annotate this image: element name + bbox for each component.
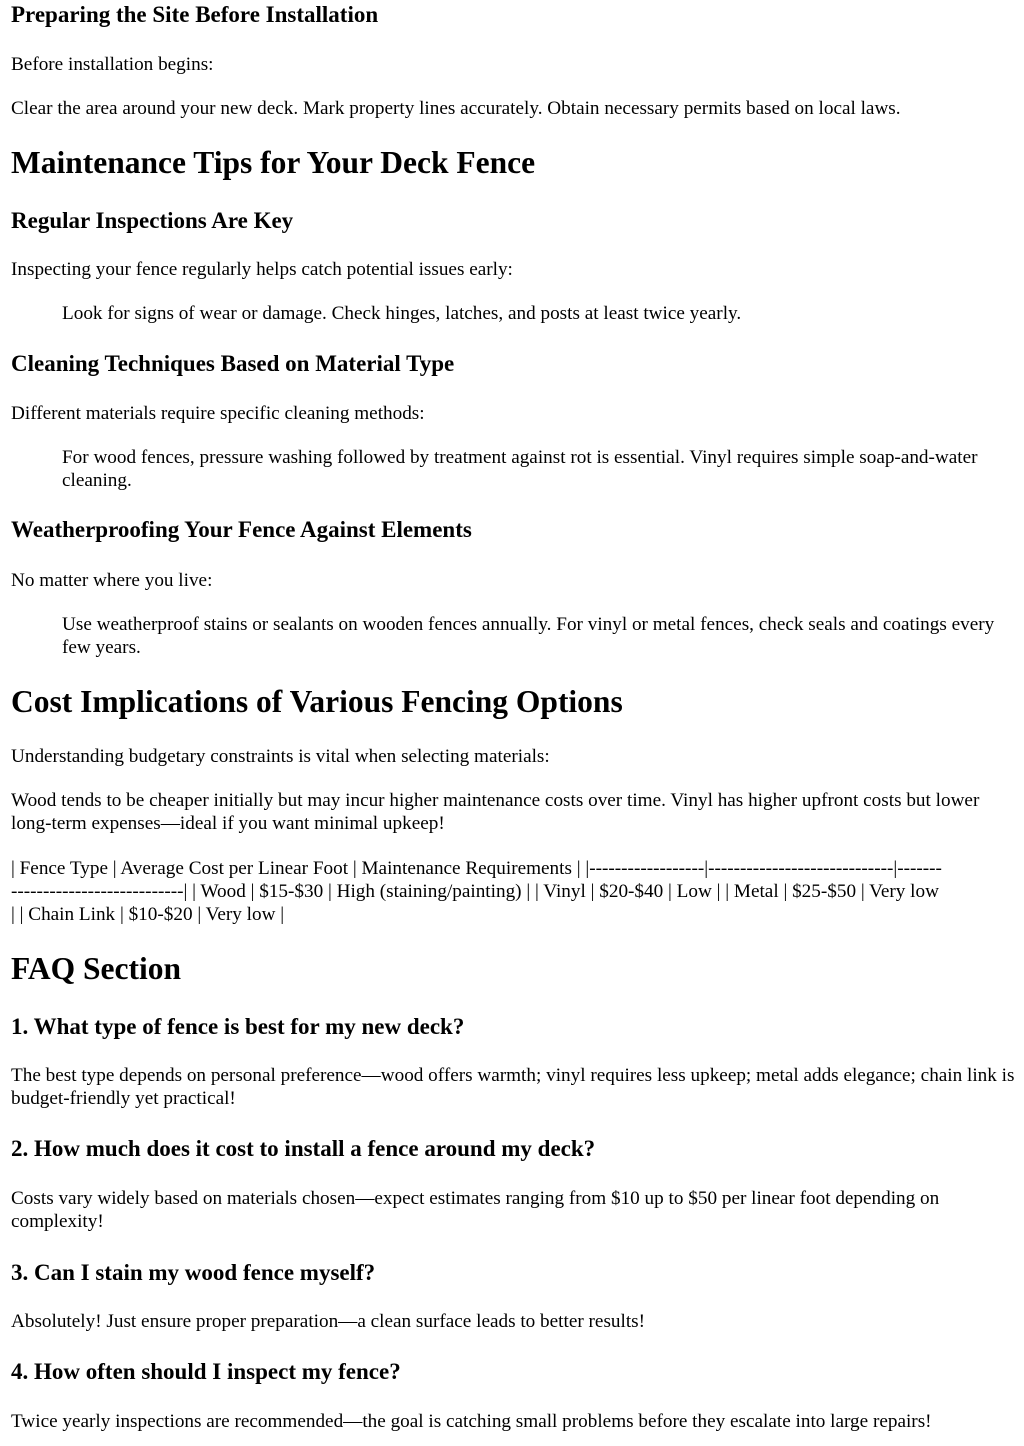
faq-question-4: 4. How often should I inspect my fence? <box>11 1359 401 1384</box>
cleaning-heading: Cleaning Techniques Based on Material Type <box>11 351 455 376</box>
site-prep-intro: Before installation begins: <box>11 54 214 75</box>
cleaning-intro: Different materials require specific cleaning methods: <box>11 403 425 424</box>
inspections-heading: Regular Inspections Are Key <box>11 208 294 233</box>
cost-intro: Understanding budgetary constraints is vital when selecting materials: <box>11 746 550 767</box>
inspections-quote: Look for signs of wear or damage. Check hinges, latches, and posts at least twice yearly. <box>62 303 742 324</box>
inspections-intro: Inspecting your fence regularly helps catch potential issues early: <box>11 259 513 280</box>
table-text-line: | Fence Type | Average Cost per Linear Foot | Maintenance Requirements | |------------------|-----------------------------|------- <box>11 858 942 879</box>
faq-answer-4: Twice yearly inspections are recommended—the goal is catching small problems before they escalate into large repairs! <box>11 1411 932 1432</box>
faq-answer-2: Costs vary widely based on materials chosen—expect estimates ranging from $10 up to $50 per linear foot depending on complexity! <box>11 1188 940 1232</box>
faq-question-1: 1. What type of fence is best for my new deck? <box>11 1014 465 1039</box>
weatherproofing-intro: No matter where you live: <box>11 570 213 591</box>
cost-heading: Cost Implications of Various Fencing Options <box>11 684 623 719</box>
table-text-line: ---------------------------| | Wood | $15-$30 | High (staining/painting) | | Vinyl | $20-$40 | Low | | Metal | $25-$50 | Very low <box>11 881 939 902</box>
faq-heading: FAQ Section <box>11 951 182 986</box>
site-prep-body: Clear the area around your new deck. Mark property lines accurately. Obtain necessary permits based on local laws. <box>11 98 901 119</box>
faq-question-3: 3. Can I stain my wood fence myself? <box>11 1260 376 1285</box>
maintenance-heading: Maintenance Tips for Your Deck Fence <box>11 145 536 180</box>
faq-answer-3: Absolutely! Just ensure proper preparation—a clean surface leads to better results! <box>11 1311 646 1332</box>
cost-body: Wood tends to be cheaper initially but may incur higher maintenance costs over time. Vinyl has higher upfront costs but lower long-term expenses—ideal if you want minimal upkeep! <box>11 790 980 834</box>
table-text-line: | | Chain Link | $10-$20 | Very low | <box>11 904 285 925</box>
weatherproofing-heading: Weatherproofing Your Fence Against Elements <box>11 517 472 542</box>
faq-answer-1: The best type depends on personal preference—wood offers warmth; vinyl requires less upkeep; metal adds elegance; chain link is budget-friendly yet practical! <box>11 1065 1015 1109</box>
site-prep-heading: Preparing the Site Before Installation <box>11 2 379 27</box>
weatherproofing-quote: Use weatherproof stains or sealants on wooden fences annually. For vinyl or metal fences, check seals and coatings every few years. <box>62 614 995 658</box>
faq-question-2: 2. How much does it cost to install a fence around my deck? <box>11 1136 596 1161</box>
cleaning-quote: For wood fences, pressure washing followed by treatment against rot is essential. Vinyl requires simple soap-and-water cleaning. <box>62 447 978 491</box>
